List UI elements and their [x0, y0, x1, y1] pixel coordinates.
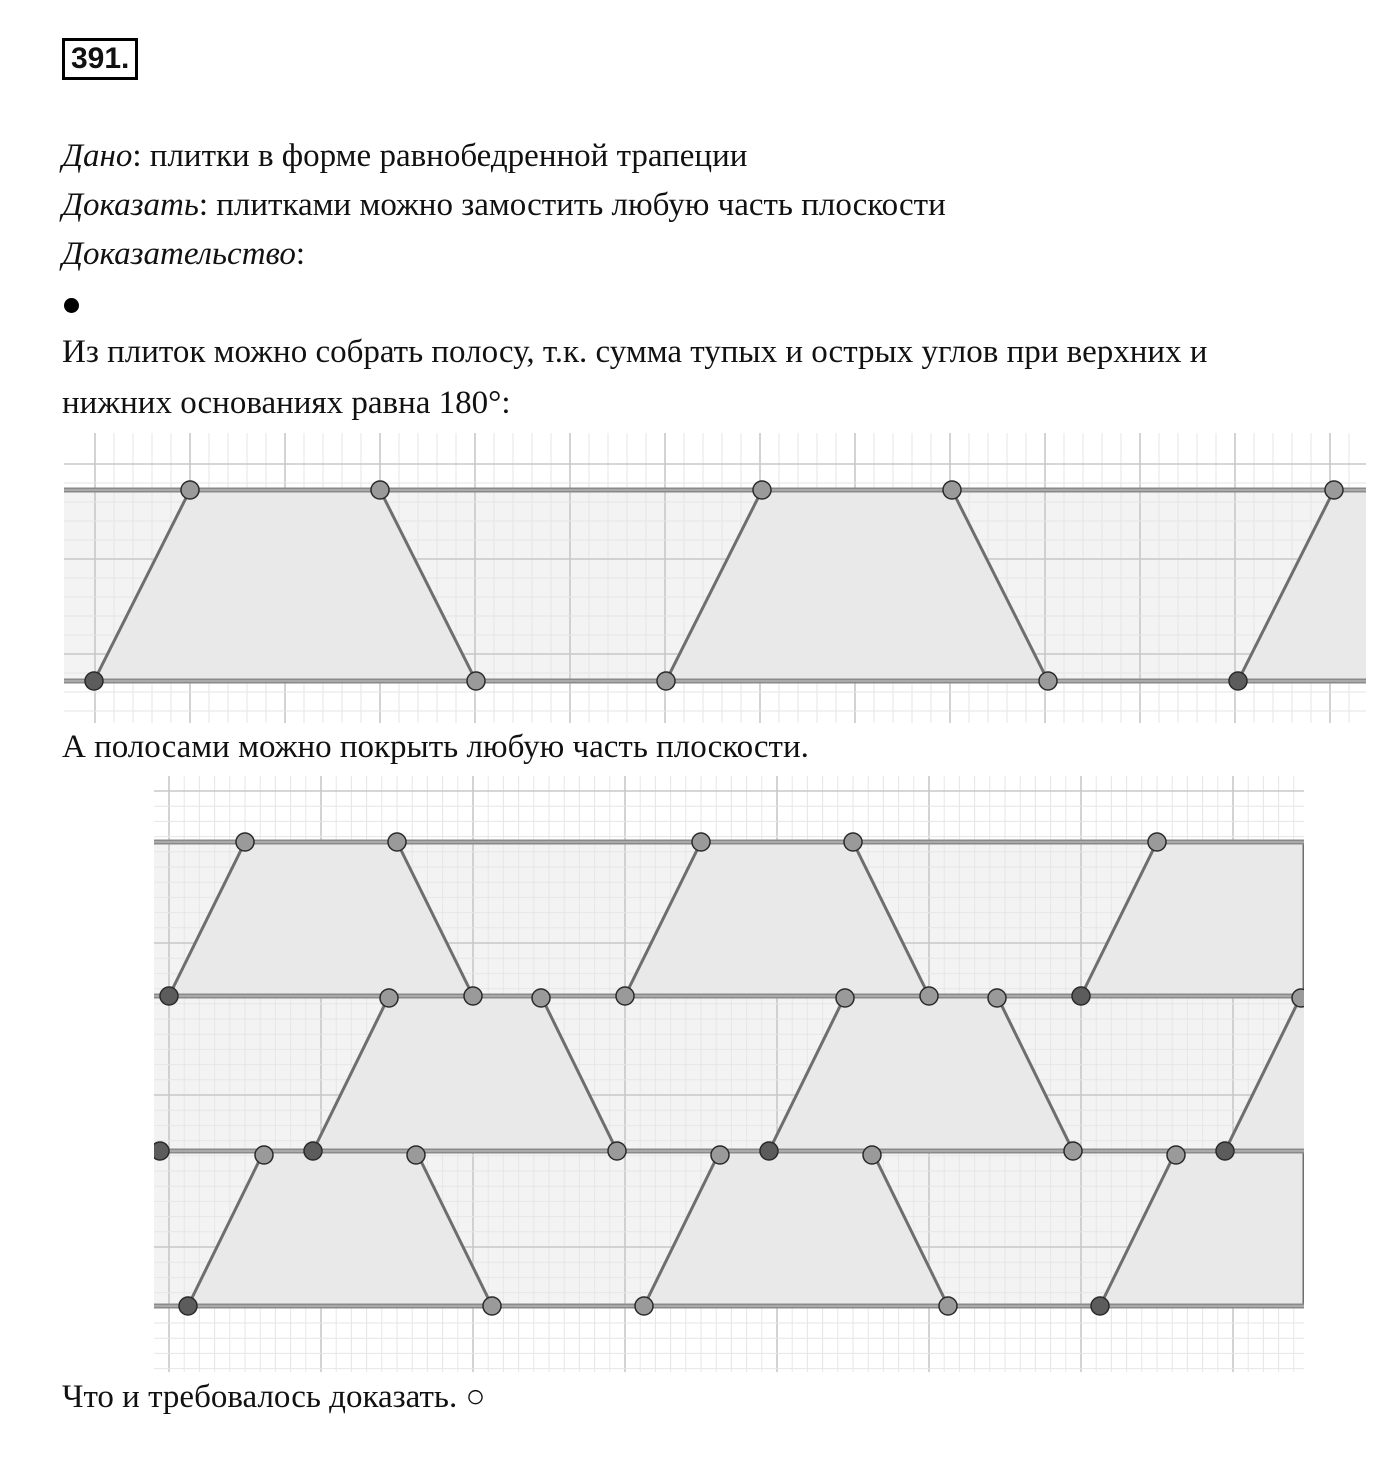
given-text: : плитки в форме равнобедренной трапеции [132, 138, 748, 174]
point-marker [255, 1146, 273, 1164]
point-marker [920, 987, 938, 1005]
tiling-figure [154, 776, 1304, 1372]
point-marker [407, 1146, 425, 1164]
point-marker [939, 1297, 957, 1315]
problem-number: 391. [62, 38, 138, 80]
proof-text: : [295, 236, 306, 272]
strip-figure [64, 433, 1366, 723]
point-marker [304, 1142, 322, 1160]
point-marker [236, 833, 254, 851]
point-marker [753, 481, 771, 499]
point-marker [1091, 1297, 1109, 1315]
point-marker [1292, 989, 1304, 1007]
point-marker [388, 833, 406, 851]
point-marker [179, 1297, 197, 1315]
point-marker [1039, 672, 1057, 690]
point-marker [464, 987, 482, 1005]
point-marker [1167, 1146, 1185, 1164]
prove-text: : плитками можно замостить любую часть плоскости [198, 187, 946, 223]
bullet-icon [64, 298, 79, 313]
point-marker [616, 987, 634, 1005]
point-marker [371, 481, 389, 499]
point-marker [863, 1146, 881, 1164]
point-marker [608, 1142, 626, 1160]
paragraph-line-1: Из плиток можно собрать полосу, т.к. сумма тупых и острых углов при верхних и [62, 334, 1208, 370]
prove-label: Доказать [62, 187, 199, 223]
proof-label: Доказательство [62, 236, 296, 272]
prove-line [62, 187, 946, 224]
point-marker [1064, 1142, 1082, 1160]
point-marker [1072, 987, 1090, 1005]
point-marker [483, 1297, 501, 1315]
point-marker [692, 833, 710, 851]
point-marker [467, 672, 485, 690]
point-marker [1216, 1142, 1234, 1160]
point-marker [943, 481, 961, 499]
given-line [62, 138, 747, 175]
point-marker [1148, 833, 1166, 851]
point-marker [380, 989, 398, 1007]
figure1-caption: А полосами можно покрыть любую часть плоскости. [62, 729, 809, 765]
point-marker [85, 672, 103, 690]
point-marker [1325, 481, 1343, 499]
point-marker [1229, 672, 1247, 690]
point-marker [532, 989, 550, 1007]
point-marker [711, 1146, 729, 1164]
point-marker [657, 672, 675, 690]
point-marker [988, 989, 1006, 1007]
point-marker [844, 833, 862, 851]
point-marker [160, 987, 178, 1005]
paragraph-line-2: нижних основаниях равна 180°: [62, 385, 511, 421]
point-marker [181, 481, 199, 499]
given-label: Дано [62, 138, 133, 174]
proof-line [62, 236, 305, 273]
conclusion-line: Что и требовалось доказать. ○ [62, 1379, 486, 1415]
point-marker [760, 1142, 778, 1160]
point-marker [635, 1297, 653, 1315]
point-marker [154, 1142, 169, 1160]
point-marker [836, 989, 854, 1007]
